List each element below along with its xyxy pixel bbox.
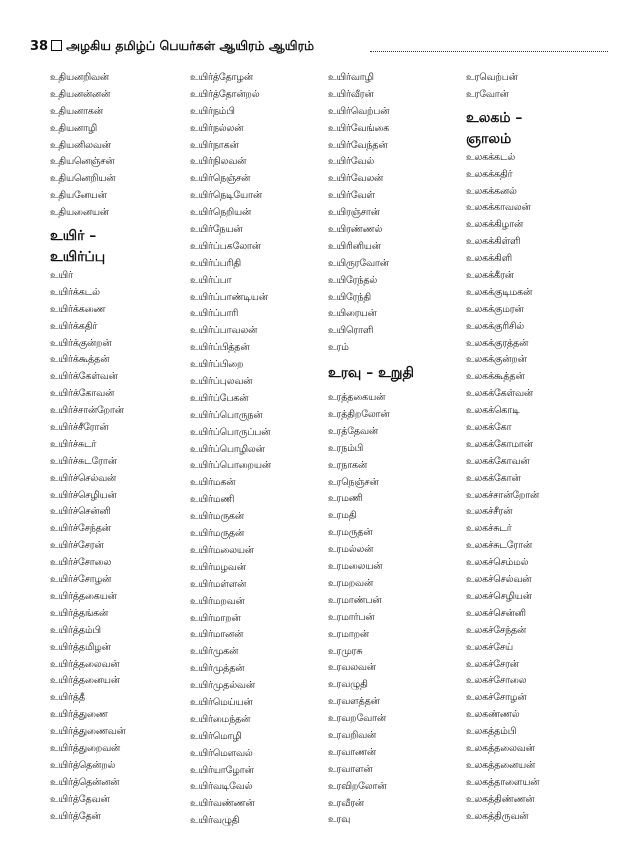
name-entry: உயிர்வழுதி (190, 815, 240, 827)
name-entry: உலகக்குன்றன் (466, 354, 527, 366)
name-entry: உரமாறன் (328, 628, 369, 640)
name-entry: உயிர்த்தீ (50, 692, 85, 704)
name-column-4 (466, 70, 539, 825)
name-entry: உரமல்லன் (328, 544, 374, 556)
name-entry: உரவோன் (466, 88, 509, 100)
name-entry: உலகச்சேரன் (466, 658, 519, 670)
name-entry: உயிர்மள்ளன் (190, 578, 247, 590)
name-entry: உயிர்த்தோழன் (190, 72, 253, 83)
name-entry: உயிர்ச்சான்றோன் (50, 405, 124, 417)
name-entry: உயிர்க்கடல் (50, 286, 100, 298)
name-entry: உயிரேந்தி (328, 291, 371, 303)
name-entry: உரமுரசு (328, 645, 363, 657)
section-heading-line: உயிர் – (50, 228, 97, 245)
name-entry: உயிர்ச்சேரன் (50, 540, 104, 552)
name-entry: உதியனிலவன் (50, 139, 111, 151)
name-entry: உயிர்வடிவேல் (190, 781, 253, 793)
name-entry: உயிர்ப்பாண்டியன் (190, 291, 268, 303)
name-entry: உலகக்காவலன் (466, 202, 531, 214)
book-title: அழகிய தமிழ்ப் பெயர்கள் ஆயிரம் ஆயிரம் (66, 38, 315, 53)
name-entry: உயிர்த்தென்னன் (50, 776, 120, 788)
name-entry: உயிர்மகன் (190, 477, 236, 489)
name-entry: உயிரஞ்சான் (328, 207, 380, 219)
name-entry: உயிரேந்தல் (328, 274, 378, 286)
name-entry: உலகக்கடல் (466, 151, 516, 163)
name-entry: உரத்தேவன் (328, 425, 378, 437)
name-entry: உயிர்வீரன் (328, 88, 374, 100)
name-entry: உலகச்சோழன் (466, 692, 527, 704)
name-entry: உலகக்கொடி (466, 405, 520, 417)
name-entry: உதியனாகன் (50, 105, 103, 117)
name-column-3 (328, 70, 414, 829)
name-entry: உயிர்ப்பொருநன் (190, 409, 263, 421)
name-entry: உயிர்வண்ணன் (190, 798, 255, 810)
name-entry: உரவாளன் (328, 763, 373, 775)
name-entry: உயிர்ச்சுடர் (50, 438, 97, 450)
name-entry: உயிர்நெறியன் (190, 207, 252, 219)
name-entry: உரநாகன் (328, 459, 368, 471)
name-entry: உலகக்குரிசில் (466, 320, 524, 332)
name-entry: உயிர்முதல்வன் (190, 680, 255, 692)
name-entry: உரவெற்பன் (466, 72, 518, 83)
name-entry: உயிரையன் (328, 308, 377, 320)
name-entry: உயிர்வாழி (328, 72, 374, 83)
name-entry: உரவீரன் (328, 797, 364, 809)
name-entry: உயிர்ப்பிறை (190, 359, 244, 371)
name-entry: உயிர்ப்பொறையன் (190, 460, 271, 472)
name-entry: உதியனையன் (50, 207, 109, 219)
name-entry: உலகச்செழியன் (466, 590, 532, 602)
name-entry: உயிர்த்துணை (50, 709, 108, 721)
name-entry: உலகத்தாளையன் (466, 776, 540, 788)
name-entry: உயிர்க்கேள்வன் (50, 371, 118, 383)
name-entry: உயிர்த்துறைவன் (50, 742, 120, 754)
name-entry: உயிர்முகன் (190, 646, 239, 658)
page-header (30, 38, 608, 58)
name-entry: உயிர்ப்புலவன் (190, 376, 253, 388)
section-heading (50, 226, 126, 268)
name-entry: உரநெஞ்சன் (328, 476, 379, 488)
name-entry: உரமறவன் (328, 577, 373, 589)
name-entry: உலகச்செம்மல் (466, 557, 529, 569)
name-entry: உயிர்த்தென்றல் (50, 759, 116, 771)
name-entry: உயிர்ச்செழியன் (50, 489, 117, 501)
name-entry: உரவழுதி (328, 679, 368, 691)
name-entry: உயிர்க்கணை (50, 303, 106, 315)
name-entry: உயிர்மைந்தன் (190, 713, 251, 725)
name-entry: உயிர்க்கோவன் (50, 388, 115, 400)
name-entry: உயிர்த்தோன்றல் (190, 88, 260, 100)
name-entry: உயிர்ப்பேகன் (190, 392, 249, 404)
name-entry: உலகக்கிழான் (466, 219, 524, 231)
name-entry: உரமார்பன் (328, 611, 375, 623)
name-column-1 (50, 70, 126, 825)
name-entry: உயிர்நாகன் (190, 139, 239, 151)
section-heading (466, 108, 539, 150)
name-entry: உரம் (328, 342, 349, 354)
name-entry: உயிர்ச்சுடரோன் (50, 455, 117, 467)
name-entry: உயிர்நேயன் (190, 224, 243, 236)
name-entry: உயிர்ச்சீரோன் (50, 422, 109, 434)
section-heading-line: உலகம் – (466, 109, 523, 126)
name-entry: உயிர்ச்சென்னி (50, 506, 111, 518)
name-entry: உலகண்ணல் (466, 709, 520, 721)
name-entry: உலகச்சீரன் (466, 506, 513, 518)
section-heading-line: உரவு – உறுதி (328, 365, 414, 382)
name-entry: உயிர்த்தகையன் (50, 590, 117, 602)
section-heading (328, 361, 414, 386)
name-entry: உயிர்யாழோன் (190, 764, 254, 776)
name-entry: உயிர்ப்பாரி (190, 308, 239, 320)
name-entry: உலகக்கதிர் (466, 168, 513, 180)
section-heading-line: ஞாலம் (466, 130, 512, 147)
name-entry: உயிரினியன் (328, 240, 381, 252)
page-number: 38 (30, 39, 49, 54)
name-entry: உயிர்ப்பொழிலன் (190, 443, 265, 455)
name-entry: உரவளத்தன் (328, 696, 380, 708)
name-entry: உயிர்நிலவன் (190, 156, 247, 168)
name-entry: உயிர்ப்பகலோன் (190, 240, 261, 252)
name-entry: உரவு (328, 814, 351, 826)
name-column-2 (190, 70, 271, 830)
name-entry: உலகத்தனையன் (466, 759, 536, 771)
name-entry: உயிர்வேள் (328, 190, 375, 202)
name-entry: உயிர்வேல் (328, 156, 375, 168)
name-entry: உயிர்வேங்கை (328, 122, 390, 134)
name-entry: உயிர்மெய்யன் (190, 696, 253, 708)
name-entry: உலகச்செல்வன் (466, 574, 532, 586)
name-entry: உலகக்குரத்தன் (466, 337, 529, 349)
name-entry: உயிர்த்தேவன் (50, 793, 110, 805)
name-entry: உரவாணன் (328, 746, 376, 758)
name-entry: உதியனறிவன் (50, 72, 109, 83)
name-entry: உரமலையன் (328, 561, 383, 573)
name-entry: உயிர்வேந்தன் (328, 139, 388, 151)
name-entry: உயிர்ப்பொருப்பன் (190, 426, 271, 438)
name-entry: உலகக்கோன் (466, 472, 521, 484)
name-entry: உலகக்கிளி (466, 253, 512, 265)
name-entry: உயிர்ச்சோழன் (50, 574, 112, 586)
name-entry: உயிர்நல்லன் (190, 122, 244, 134)
name-entry: உயிர்ச்செல்வன் (50, 472, 116, 484)
name-entry: உயிர்த்தலைவன் (50, 658, 120, 670)
name-entry: உயிர்த்தேன் (50, 810, 101, 822)
name-entry: உலகச்சேந்தன் (466, 624, 527, 636)
name-entry: உயிர்மருகன் (190, 511, 244, 523)
name-entry: உயிர்த்தனையன் (50, 675, 120, 687)
name-entry: உயிர்ப்பாவலன் (190, 325, 258, 337)
dotted-rule (370, 51, 608, 52)
name-entry: உயிர்வெற்பன் (328, 105, 390, 117)
name-entry: உலகக்கேள்வன் (466, 388, 533, 400)
name-entry: உயிர்ப்பித்தன் (190, 342, 250, 354)
name-entry: உலகக்கோ (466, 422, 512, 434)
name-entry: உலகச்சோலை (466, 675, 527, 687)
name-entry: உலகக்கோமான் (466, 438, 533, 450)
name-entry: உயிருரவோன் (328, 257, 389, 269)
name-entry: உதியனெஞ்சன் (50, 156, 115, 168)
name-entry: உயிர்ச்சேந்தன் (50, 523, 111, 535)
name-entry: உயிர்மானன் (190, 629, 244, 641)
name-entry: உயிரொளி (328, 325, 374, 337)
name-entry: உயிர்முத்தன் (190, 663, 245, 675)
name-entry: உயிர்க்குன்றன் (50, 337, 112, 349)
square-bullet-icon (51, 40, 62, 51)
name-entry: உரமருதன் (328, 527, 373, 539)
name-entry: உயிர்மலையன் (190, 544, 254, 556)
name-entry: உதியனேயன் (50, 190, 107, 202)
name-entry: உயிர்ப்பரிதி (190, 257, 241, 269)
name-entry: உயிர்த்தமிழன் (50, 641, 111, 653)
name-entry: உயிர்மௌவல் (190, 747, 253, 759)
name-entry: உயிர்வேலன் (328, 173, 384, 185)
name-entry: உயிர்த்தம்பி (50, 624, 101, 636)
name-entry: உலகச்சென்னி (466, 607, 526, 619)
name-entry: உயிர்மாறன் (190, 612, 241, 624)
name-entry: உலகத்திண்ணன் (466, 793, 535, 805)
name-entry: உரநம்பி (328, 442, 364, 454)
name-entry: உயிரண்ணல் (328, 224, 383, 236)
name-entry: உலகத்தம்பி (466, 726, 517, 738)
name-entry: உலகச்சான்றோன் (466, 489, 540, 501)
name-entry: உயிர்மருதன் (190, 528, 245, 540)
name-entry: உயிர்நம்பி (190, 105, 235, 117)
name-entry: உலகக்கூத்தன் (466, 371, 525, 383)
name-entry: உலகத்திருவன் (466, 810, 529, 822)
section-heading-line: உயிர்ப்பு (50, 249, 106, 266)
name-entry: உயிர்நெஞ்சன் (190, 173, 251, 185)
name-entry: உலகக்கிள்ளி (466, 236, 521, 248)
name-entry: உயிர்க்கதிர் (50, 320, 98, 332)
name-entry: உரத்திறலோன் (328, 409, 390, 421)
name-entry: உலகக்குமரன் (466, 303, 524, 315)
name-entry: உலகச்சேய் (466, 641, 513, 653)
name-entry: உயிர்க்கூத்தன் (50, 354, 110, 366)
name-entry: உயிர்த்துணைவன் (50, 726, 126, 738)
name-entry: உலகத்தலைவன் (466, 742, 535, 754)
name-entry: உரத்தகையன் (328, 392, 386, 404)
name-entry: உதியனெறியன் (50, 173, 116, 185)
name-entry: உலகக்கீரன் (466, 270, 514, 282)
name-entry: உலகச்சுடர் (466, 523, 512, 535)
name-entry: உயிர்ப்பா (190, 274, 232, 286)
name-entry: உயிர்ச்சோலை (50, 557, 112, 569)
name-entry: உரவலவன் (328, 662, 376, 674)
name-entry: உயிர் (50, 270, 73, 282)
name-entry: உரமணி (328, 493, 363, 505)
name-entry: உதியனன்னன் (50, 88, 111, 100)
name-entry: உதியனாழி (50, 122, 98, 134)
name-entry: உரவறிவன் (328, 729, 377, 741)
name-entry: உயிர்த்தங்கன் (50, 607, 109, 619)
name-entry: உயிர்மறவன் (190, 595, 245, 607)
name-entry: உரவிறலோன் (328, 780, 387, 792)
name-entry: உரமாண்பன் (328, 594, 382, 606)
name-entry: உயிர்மணி (190, 494, 235, 506)
name-entry: உலகக்கோவன் (466, 455, 530, 467)
name-entry: உரமதி (328, 510, 357, 522)
name-entry: உரவறவோன் (328, 713, 386, 725)
name-entry: உலகச்சுடரோன் (466, 540, 532, 552)
name-entry: உலகக்கனல் (466, 185, 517, 197)
name-entry: உயிர்நெடியோன் (190, 190, 262, 202)
name-entry: உயிர்மொழி (190, 730, 242, 742)
name-entry: உயிர்மழவன் (190, 561, 246, 573)
name-entry: உலகக்குடிமகன் (466, 286, 533, 298)
